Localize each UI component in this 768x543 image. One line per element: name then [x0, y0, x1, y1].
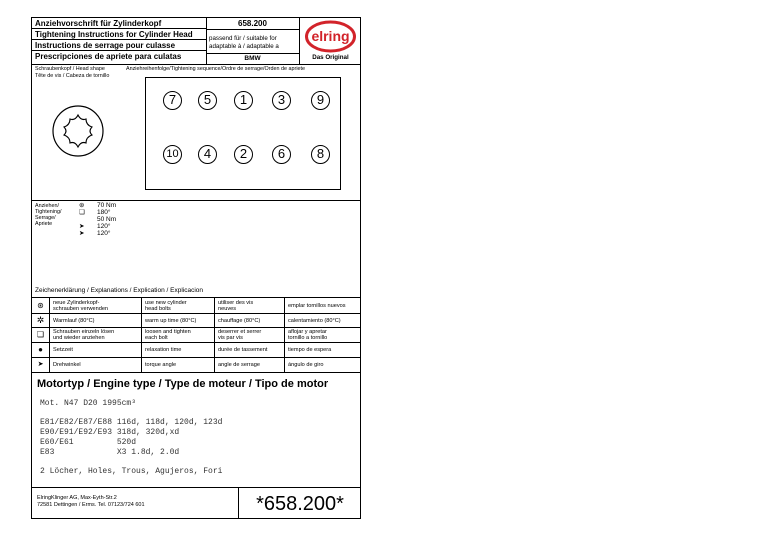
footer-divider: [238, 487, 239, 518]
legend-fr: chauffage (80°C): [218, 318, 261, 324]
torx-bolt-head-icon: [48, 101, 108, 161]
legend-es: ángulo de giro: [288, 362, 324, 368]
legend-table: [32, 297, 360, 373]
suitable-line-1: passend für / suitable for: [209, 35, 277, 42]
elring-logo: [301, 20, 360, 64]
sequence-label: Anziehreihenfolge/Tightening sequence/Ordre de serrage/Orden de apriete: [126, 66, 306, 72]
legend-row-rule: [32, 313, 360, 314]
header-rule: [206, 29, 299, 30]
legend-de: Schrauben einzeln lösen und wieder anziehen: [53, 329, 115, 341]
legend-en: loosen and tighten each bolt: [145, 329, 191, 341]
engine-application: E81/E82/E87/E88 116d, 118d, 120d, 123d: [40, 418, 223, 427]
legend-es: emplar tornillos nuevos: [288, 303, 346, 309]
engine-application: E60/E61 520d: [40, 438, 137, 447]
torque-step-symbol: ➤: [79, 223, 85, 230]
legend-symbol-relaxation: ●: [38, 345, 43, 354]
bolt-1: 1: [234, 91, 253, 110]
legend-row-rule: [32, 357, 360, 358]
title-es: Prescripciones de apriete para culatas: [35, 52, 182, 61]
legend-fr: angle de serrage: [218, 362, 260, 368]
legend-es: tiempo de espera: [288, 347, 332, 353]
legend-symbol-torque-angle: ➤: [37, 361, 44, 368]
torque-label-4: Apriete: [35, 221, 53, 227]
bolt-2: 2: [234, 145, 253, 164]
legend-de: Drehwinkel: [53, 362, 81, 368]
legend-en: torque angle: [145, 362, 177, 368]
torque-step-value: 180°: [97, 209, 111, 216]
legend-de: Setzzeit: [53, 347, 73, 353]
legend-en: use new cylinder head bolts: [145, 300, 187, 312]
legend-col-rule: [141, 298, 142, 373]
header-divider: [299, 18, 300, 64]
brand-tagline: Das Original: [312, 54, 349, 61]
legend-es: calentamiento (80°C): [288, 318, 341, 324]
bolt-6: 6: [272, 145, 291, 164]
bolt-head-label-2: Tête de vis / Cabeza de tornillo: [35, 73, 110, 79]
legend-en: relaxation time: [145, 347, 182, 353]
legend-row-rule: [32, 342, 360, 343]
bolt-8: 8: [311, 145, 330, 164]
section-rule: [32, 200, 360, 201]
brand-name: elring: [311, 28, 350, 44]
legend-symbol-new-bolts: ⊛: [37, 301, 44, 310]
engine-application: E83 X3 1.8d, 2.0d: [40, 448, 180, 457]
instruction-sheet: [31, 17, 361, 519]
header-bottom-rule: [32, 64, 360, 65]
bolt-5: 5: [198, 91, 217, 110]
torque-step-value: 50 Nm: [97, 216, 117, 223]
engine-code: Mot. N47 D20 1995cm³: [40, 399, 137, 408]
legend-col-rule: [284, 298, 285, 373]
legend-de: neue Zylinderkopf- schrauben verwenden: [53, 300, 109, 312]
bolt-7: 7: [163, 91, 182, 110]
torque-label-1: Anziehen/: [35, 203, 59, 209]
barcode-text: *658.200*: [256, 493, 344, 515]
suitable-line-2: adaptable à / adaptable a: [209, 43, 279, 50]
holes-note: 2 Löcher, Holes, Trous, Agujeros, Fori: [40, 467, 223, 476]
torque-step-value: 120°: [97, 223, 111, 230]
bolt-10: 10: [163, 145, 182, 164]
torque-step-value: 70 Nm: [97, 202, 117, 209]
legend-col-rule: [214, 298, 215, 373]
bolt-head-label-1: Schraubenkopf / Head shape: [35, 66, 105, 72]
company-address-1: ElringKlinger AG, Max-Eyth-Str.2: [37, 495, 117, 501]
torque-step-symbol: ➤: [79, 230, 85, 237]
footer-rule: [32, 487, 360, 488]
vehicle-make: BMW: [244, 55, 261, 62]
engine-type-title: Motortyp / Engine type / Type de moteur / Tipo de motor: [37, 378, 329, 390]
legend-es: aflojar y apretar tornillo a tornillo: [288, 329, 328, 341]
bolt-3: 3: [272, 91, 291, 110]
legend-en: warm up time (80°C): [145, 318, 197, 324]
torque-step-symbol: ❏: [79, 209, 85, 216]
title-fr: Instructions de serrage pour culasse: [32, 40, 206, 51]
legend-fr: utiliser des vis neuves: [218, 300, 254, 312]
torque-label-3: Serrage/: [35, 215, 56, 221]
legend-symbol-warm-up: ✲: [36, 315, 45, 325]
title-en: Tightening Instructions for Cylinder Head: [32, 29, 206, 40]
engine-application: E90/E91/E92/E93 318d, 320d,xd: [40, 428, 180, 437]
legend-fr: durée de tassement: [218, 347, 268, 353]
cylinder-head-outline: [145, 77, 341, 190]
legend-fr: deserrer et serrer vis par vis: [218, 329, 262, 341]
part-number: 658.200: [238, 19, 267, 28]
legend-de: Warmlauf (80°C): [53, 318, 95, 324]
bolt-4: 4: [198, 145, 217, 164]
legend-title: Zeichenerklärung / Explanations / Explication / Explicacion: [35, 287, 204, 294]
torque-step-symbol: ⊛: [79, 202, 85, 209]
bolt-9: 9: [311, 91, 330, 110]
legend-row-rule: [32, 327, 360, 328]
title-de: Anziehvorschrift für Zylinderkopf: [32, 18, 206, 29]
torque-label-2: Tightening/: [35, 209, 62, 215]
company-address-2: 72581 Dettingen / Erms. Tel. 07123/724 601: [37, 502, 145, 508]
legend-symbol-loosen-tighten: ❏: [36, 330, 45, 339]
torque-step-value: 120°: [97, 230, 111, 237]
legend-col-rule: [49, 298, 50, 373]
